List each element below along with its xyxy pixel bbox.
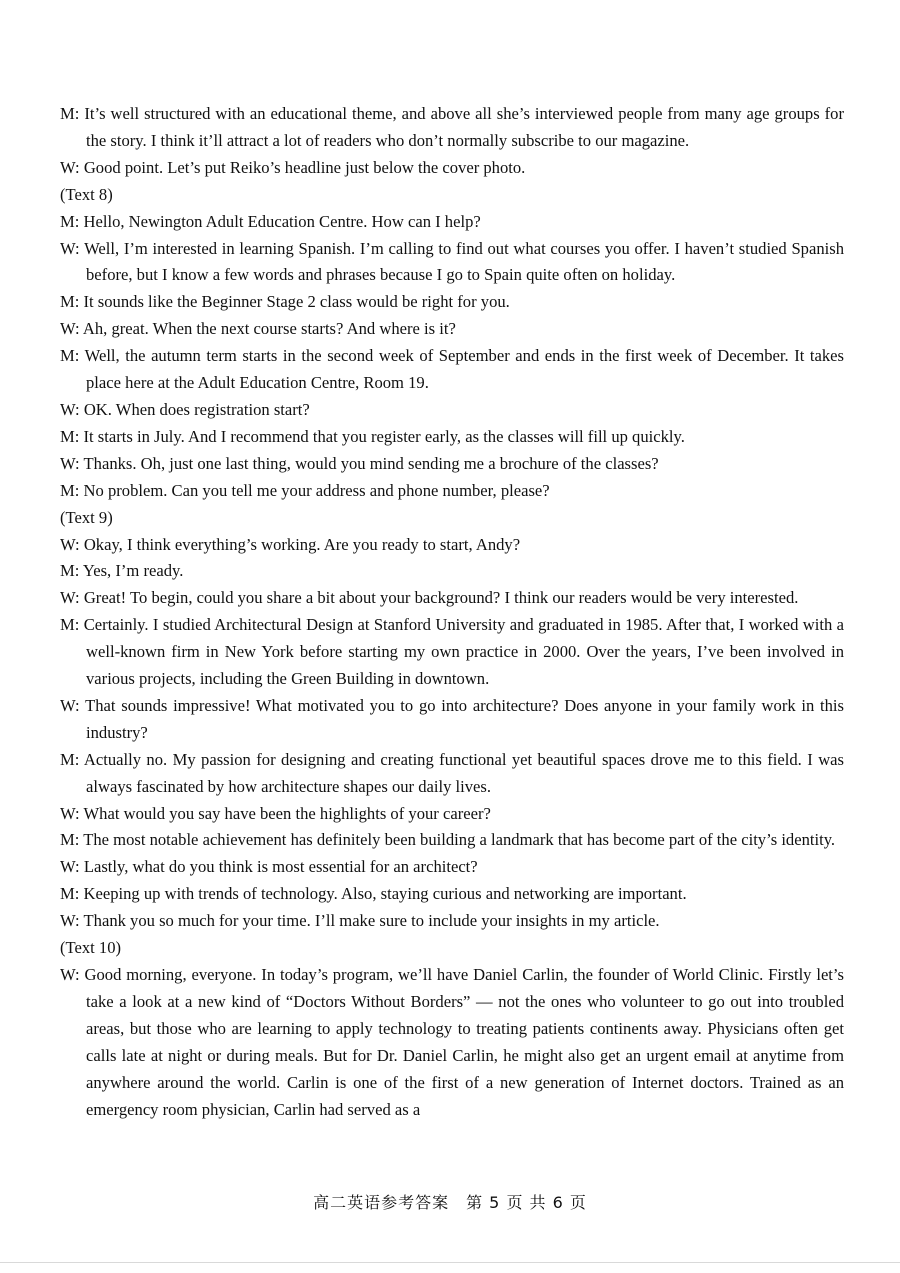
transcript-line (60, 316, 844, 343)
transcript-line (60, 478, 844, 505)
speaker-label: M: (60, 480, 84, 500)
line-text: Yes, I’m ready. (82, 561, 184, 581)
line-text: It starts in July. And I recommend that you register early, as the classes will fill up quickly. (83, 426, 685, 446)
transcript-line (60, 451, 844, 478)
line-text: It’s well structured with an educational theme, and above all she’s interviewed people from many age groups for the story. I think it’ll attract a lot of readers who don’t normally subscribe to our magazine. (84, 104, 844, 150)
speaker-label: W: (60, 319, 83, 339)
transcript-line (60, 397, 844, 424)
line-text: Keeping up with trends of technology. Also, staying curious and networking are important. (83, 884, 687, 904)
speaker-label: W: (60, 803, 84, 823)
speaker-label: W: (60, 588, 84, 608)
speaker-label: M: (60, 561, 83, 581)
speaker-label: M: (60, 346, 85, 366)
section-label (60, 182, 844, 209)
line-text: Thanks. Oh, just one last thing, would you mind sending me a brochure of the classes? (83, 453, 659, 473)
speaker-label: M: (60, 292, 84, 312)
line-text: Ah, great. When the next course starts? And where is it? (82, 319, 456, 339)
transcript-line (60, 827, 844, 854)
transcript-line (60, 236, 844, 290)
transcript-body (60, 101, 844, 1123)
page-footer: 高二英语参考答案 第 5 页 共 6 页 (313, 1193, 587, 1212)
line-text: Hello, Newington Adult Education Centre. How can I help? (83, 211, 481, 231)
line-text: Thank you so much for your time. I’ll make sure to include your insights in my article. (83, 911, 660, 931)
transcript-line (60, 747, 844, 801)
speaker-label: W: (60, 911, 84, 931)
speaker-label: M: (60, 211, 84, 231)
line-text: Good morning, everyone. In today’s program, we’ll have Daniel Carlin, the founder of World Clinic. Firstly let’s take a look at a new kind of “Doctors Without Borders” — not the ones who volunteer to go out into troubled areas, but those who are learning to apply technology to treating patients continents away. Physicians often get calls late at night or during meals. But for Dr. Daniel Carlin, he might also get an urgent email at anytime from anywhere around the world. Carlin is one of the first of a new generation of Internet doctors. Trained as an emergency room physician, Carlin had served as a (84, 965, 844, 1119)
line-text: Okay, I think everything’s working. Are you ready to start, Andy? (83, 534, 521, 554)
line-text: Good point. Let’s put Reiko’s headline just below the cover photo. (83, 157, 526, 177)
section-label (60, 935, 844, 962)
transcript-line (60, 101, 844, 155)
transcript-line (60, 962, 844, 1123)
speaker-label: W: (60, 695, 86, 715)
speaker-label: W: (60, 857, 84, 877)
transcript-line (60, 881, 844, 908)
transcript-line (60, 558, 844, 585)
line-text: Certainly. I studied Architectural Design at Stanford University and graduated in 1985. After that, I worked with a well-known firm in New York before starting my own practice in 2000. Over the years, I’ve been involved in various projects, including the Green Building in downtown. (83, 615, 844, 689)
speaker-label: W: (60, 238, 85, 258)
line-text: The most notable achievement has definitely been building a landmark that has become part of the city’s identity. (83, 830, 836, 850)
section-label (60, 505, 844, 532)
speaker-label: W: (60, 157, 84, 177)
transcript-line (60, 209, 844, 236)
line-text: Lastly, what do you think is most essential for an architect? (83, 857, 478, 877)
section-label-text: (Text 10) (60, 938, 122, 958)
transcript-line (60, 289, 844, 316)
line-text: OK. When does registration start? (83, 399, 310, 419)
transcript-line (60, 693, 844, 747)
bottom-divider (0, 1262, 900, 1263)
section-label-text: (Text 9) (60, 507, 113, 527)
line-text: What would you say have been the highlights of your career? (83, 803, 491, 823)
line-text: Actually no. My passion for designing and creating functional yet beautiful spaces drove me to this field. I was always fascinated by how architecture shapes our daily lives. (83, 749, 844, 796)
speaker-label: W: (60, 534, 84, 554)
transcript-line (60, 532, 844, 559)
line-text: It sounds like the Beginner Stage 2 class would be right for you. (83, 292, 510, 312)
transcript-line (60, 854, 844, 881)
line-text: Well, the autumn term starts in the second week of September and ends in the first week of December. It takes place here at the Adult Education Centre, Room 19. (84, 346, 844, 393)
speaker-label: M: (60, 426, 84, 446)
line-text: Great! To begin, could you share a bit about your background? I think our readers would be very interested. (83, 588, 799, 608)
speaker-label: W: (60, 453, 84, 473)
section-label-text: (Text 8) (60, 184, 113, 204)
speaker-label: W: (60, 965, 85, 984)
transcript-line (60, 155, 844, 182)
speaker-label: W: (60, 399, 84, 419)
speaker-label: M: (60, 884, 84, 904)
transcript-line (60, 801, 844, 828)
transcript-line (60, 908, 844, 935)
line-text: Well, I’m interested in learning Spanish. I’m calling to find out what courses you offer. I haven’t studied Spanish before, but I know a few words and phrases because I go to Spain quite often on holiday. (84, 238, 844, 285)
transcript-line (60, 585, 844, 612)
speaker-label: M: (60, 104, 85, 123)
transcript-line (60, 343, 844, 397)
speaker-label: M: (60, 830, 84, 850)
transcript-line (60, 612, 844, 693)
speaker-label: M: (60, 749, 84, 769)
transcript-line (60, 424, 844, 451)
line-text: That sounds impressive! What motivated you to go into architecture? Does anyone in your family work in this industry? (85, 695, 844, 742)
speaker-label: M: (60, 615, 84, 635)
line-text: No problem. Can you tell me your address and phone number, please? (83, 480, 550, 500)
